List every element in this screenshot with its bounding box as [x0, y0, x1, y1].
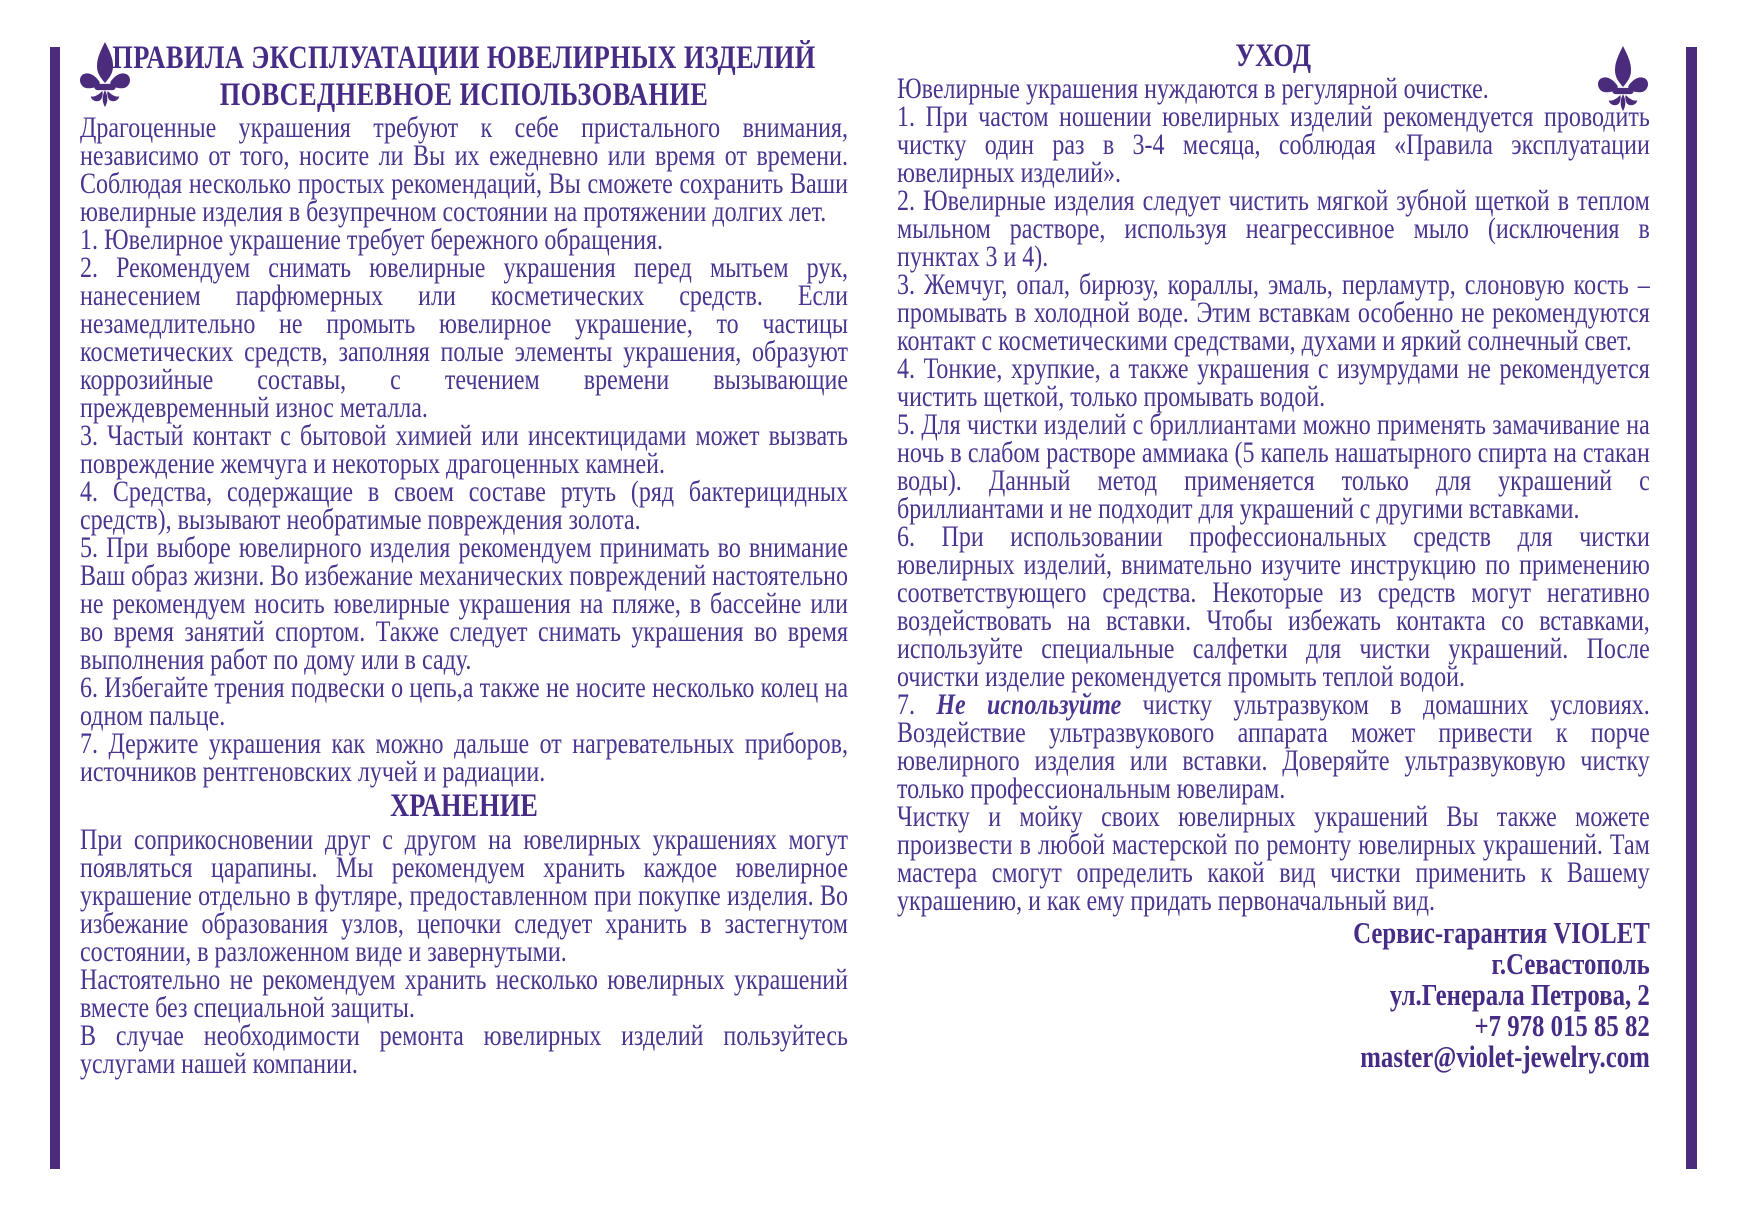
- paragraph: 6. При использовании профессиональных средств для чистки ювелирных изделий, внимательно изучите инструкцию по применению соответствующего средства. Некоторые из средств могут негативно воздействовать на вставки. Чтобы избежать контакта со вставками, используйте специальные салфетки для чистки украшений. После очистки изделие рекомендуется промыть теплой водой.: [897, 520, 1650, 693]
- paragraph: 4. Тонкие, хрупкие, а также украшения с изумрудами не рекомендуется чистить щеткой, только промывать водой.: [897, 352, 1650, 413]
- paragraph: 1. При частом ношении ювелирных изделий рекомендуется проводить чистку один раз в 3-4 месяца, соблюдая «Правила эксплуатации ювелирных изделий».: [897, 100, 1650, 189]
- usage-title-line1: ПРАВИЛА ЭКСПЛУАТАЦИИ ЮВЕЛИРНЫХ ИЗДЕЛИЙ: [112, 40, 816, 76]
- paragraph: 5. При выборе ювелирного изделия рекомендуем принимать во внимание Ваш образ жизни. Во избежание механических повреждений настоятельно не рекомендуем носить ювелирные украшения на пляже, в бассейне или во время занятий спортом. Также следует снимать украшения во время выполнения работ по дому или в саду.: [80, 531, 848, 676]
- contact-block: [897, 917, 1650, 1072]
- paragraph: 1. Ювелирное украшение требует бережного обращения.: [80, 223, 664, 256]
- storage-paragraphs: [80, 823, 848, 1080]
- paragraph: 3. Частый контакт с бытовой химией или инсектицидами может вызвать повреждение жемчуга и некоторых драгоценных камней.: [80, 419, 848, 480]
- usage-title-line2: ПОВСЕДНЕВНОЕ ИСПОЛЬЗОВАНИЕ: [219, 77, 709, 113]
- paragraph: 4. Средства, содержащие в своем составе ртуть (ряд бактерицидных средств), вызывают необратимые повреждения золота.: [80, 475, 848, 536]
- usage-rules-list: [80, 223, 848, 788]
- paragraph: В случае необходимости ремонта ювелирных изделий пользуйтесь услугами нашей компании.: [80, 1019, 848, 1080]
- care-title: УХОД: [1235, 38, 1312, 74]
- paragraph: При соприкосновении друг с другом на ювелирных украшениях могут появляться царапины. Мы рекомендуем хранить каждое ювелирное украшение отдельно в футляре, предоставленном при покупке изделия. Во избежание образования узлов, цепочки следует хранить в застегнутом состоянии, в разложенном виде и завернутыми.: [80, 823, 848, 968]
- paragraph: 2. Рекомендуем снимать ювелирные украшения перед мытьем рук, нанесением парфюмерных или косметических средств. Если незамедлительно не промыть ювелирное украшение, то частицы косметических средств, заполняя полые элементы украшения, образуют коррозийные составы, с течением времени вызывающие преждевременный износ металла.: [80, 251, 848, 424]
- contact-city: г.Севастополь: [1491, 946, 1650, 981]
- usage-column: [80, 40, 848, 1078]
- contact-email: master@violet-jewelry.com: [1360, 1039, 1650, 1074]
- care-rule-7-number: 7.: [897, 688, 937, 721]
- care-rule-7: [897, 688, 1650, 805]
- left-border-bar: [50, 47, 60, 1169]
- paragraph: Настоятельно не рекомендуем хранить несколько ювелирных украшений вместе без специальной защиты.: [80, 963, 848, 1024]
- care-rule-7-text: чистку ультразвуком в домашних условиях. Воздействие ультразвукового аппарата может привести к порче ювелирного изделия или вставки. Доверяйте ультразвуковую чистку только профессиональным ювелирам.: [897, 688, 1650, 805]
- paragraph: 5. Для чистки изделий с бриллиантами можно применять замачивание на ночь в слабом растворе аммиака (5 капель нашатырного спирта на стакан воды). Данный метод применяется только для украшений с бриллиантами и не подходит для украшений с другими вставками.: [897, 408, 1650, 525]
- paragraph: 2. Ювелирные изделия следует чистить мягкой зубной щеткой в теплом мыльном растворе, используя неагрессивное мыло (исключения в пунктах 3 и 4).: [897, 184, 1650, 273]
- right-border-bar: [1686, 47, 1697, 1169]
- paragraph: 3. Жемчуг, опал, бирюзу, кораллы, эмаль, перламутр, слоновую кость – промывать в холодной воде. Этим вставкам особенно не рекомендуются контакт с косметическими средствами, духами и яркий солнечный свет.: [897, 268, 1650, 357]
- storage-title: ХРАНЕНИЕ: [390, 788, 538, 824]
- contact-company: Сервис-гарантия VIOLET: [1353, 915, 1650, 950]
- contact-phone: +7 978 015 85 82: [1474, 1008, 1650, 1043]
- paragraph: 7. Держите украшения как можно дальше от нагревательных приборов, источников рентгеновских лучей и радиации.: [80, 727, 848, 788]
- usage-intro: Драгоценные украшения требуют к себе пристального внимания, независимо от того, носите ли Вы их ежедневно или время от времени. Соблюдая несколько простых рекомендаций, Вы сможете сохранить Ваши ювелирные изделия в безупречном состоянии на протяжении долгих лет.: [80, 111, 848, 228]
- care-column: [897, 38, 1650, 1072]
- care-intro: Ювелирные украшения нуждаются в регулярной очистке.: [897, 72, 1489, 105]
- care-rules-list: [897, 100, 1650, 693]
- care-closing: Чистку и мойку своих ювелирных украшений Вы также можете произвести в любой мастерской по ремонту ювелирных украшений. Там мастера смогут определить какой вид чистки применить к Вашему украшению, и как ему придать первоначальный вид.: [897, 800, 1650, 917]
- contact-address: ул.Генерала Петрова, 2: [1389, 977, 1650, 1012]
- paragraph: 6. Избегайте трения подвески о цепь,а также не носите несколько колец на одном пальце.: [80, 671, 848, 732]
- care-rule-7-warning: Не используйте: [936, 688, 1122, 721]
